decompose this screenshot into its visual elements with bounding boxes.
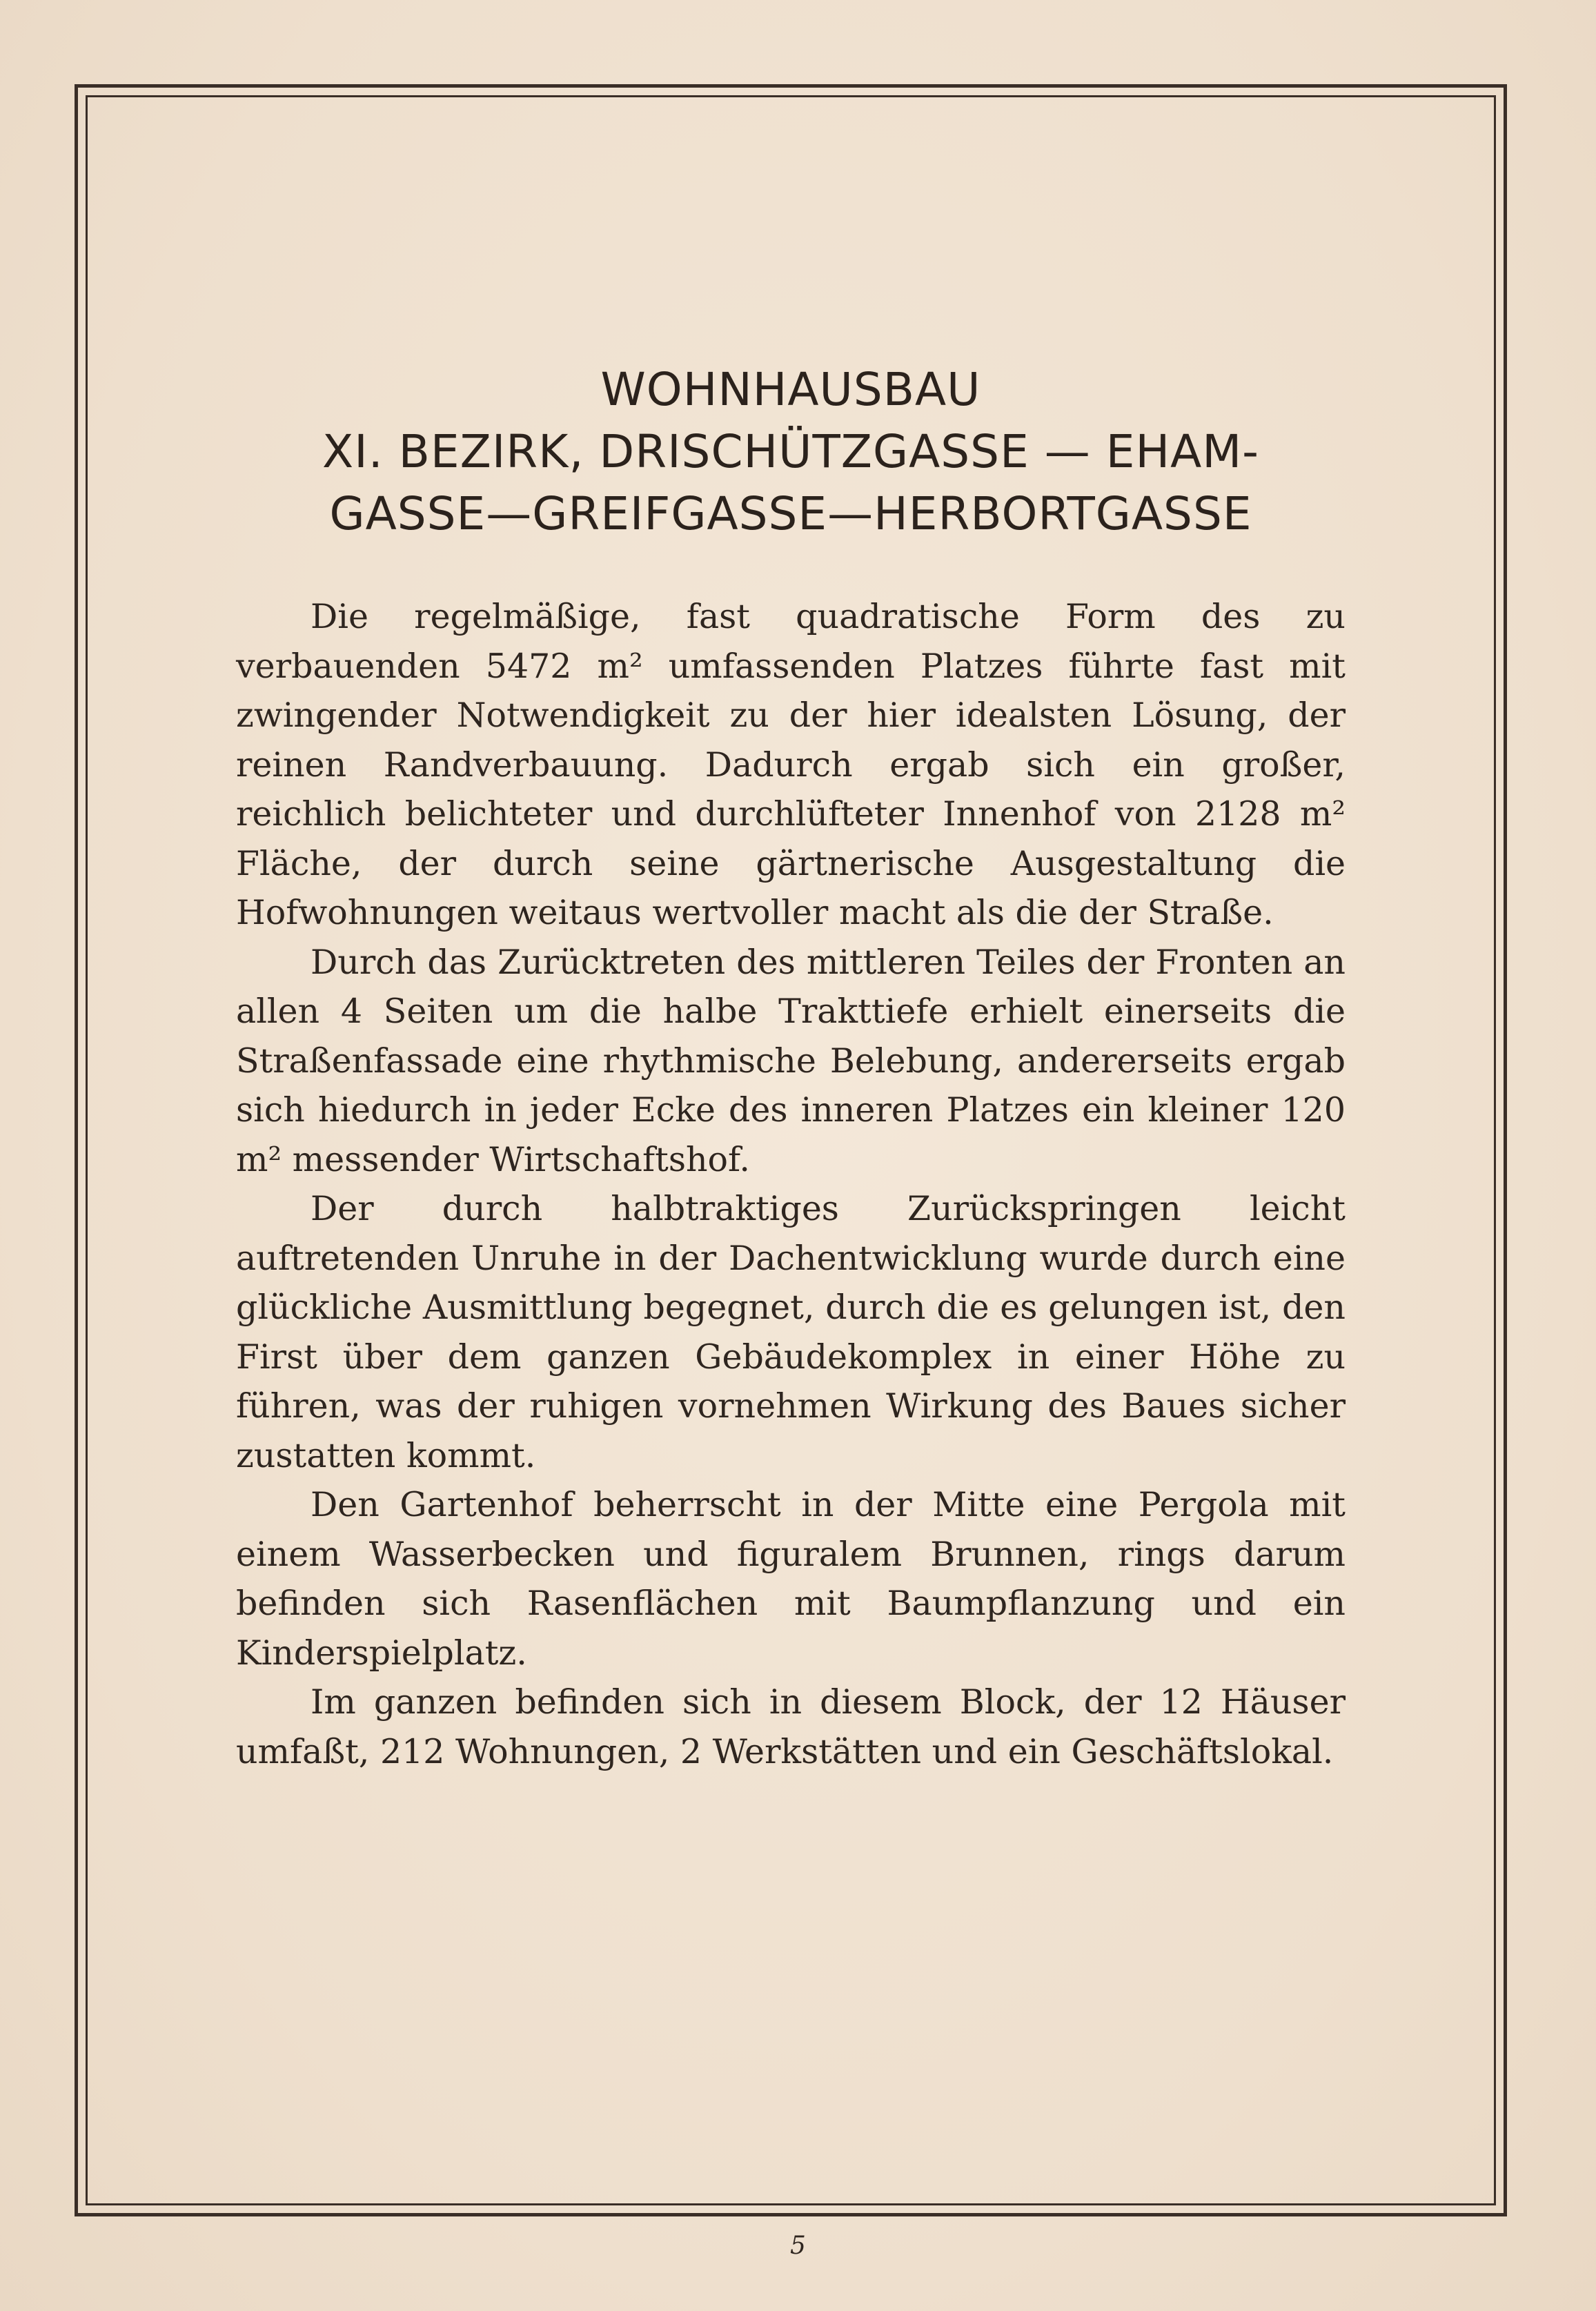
title-line-2: XI. BEZIRK, DRISCHÜTZGASSE — EHAM-: [322, 425, 1259, 478]
title-line-3: GASSE—GREIFGASSE—HERBORTGASSE: [329, 487, 1252, 540]
body-text: [236, 592, 1346, 1776]
paragraph-1: Die regelmäßige, fast quadratische Form des zu verbauenden 5472 m² umfassenden Platzes führte fast mit zwingender Notwendigkeit zu der hier idealsten Lösung, der reinen Randverbauung. Dadurch ergab sich ein großer, reichlich belichteter und durchlüfteter Innenhof von 2128 m² Fläche, der durch seine gärtnerische Ausgestaltung die Hofwohnungen weitaus wertvoller macht als die der Straße.: [236, 597, 1346, 932]
paragraph-5: Im ganzen befinden sich in diesem Block, der 12 Häuser umfaßt, 212 Wohnungen, 2 Werkstätten und ein Geschäftslokal.: [236, 1682, 1346, 1771]
page-title: [236, 359, 1346, 545]
page-content: [236, 359, 1346, 1776]
paragraph-2: Durch das Zurücktreten des mittleren Teiles der Fronten an allen 4 Seiten um die halbe Trakttiefe erhielt einerseits die Straßenfassade eine rhythmische Belebung, andererseits ergab sich hiedurch in jeder Ecke des inneren Platzes ein kleiner 120 m² messender Wirtschaftshof.: [236, 942, 1346, 1179]
paragraph-4: Den Gartenhof beherrscht in der Mitte eine Pergola mit einem Wasserbecken und figuralem Brunnen, rings darum befinden sich Rasenflächen mit Baumpflanzung und ein Kinderspielplatz.: [236, 1485, 1346, 1673]
page-number: 5: [790, 2232, 806, 2260]
paragraph-3: Der durch halbtraktiges Zurückspringen leicht auftretenden Unruhe in der Dachentwicklung wurde durch eine glückliche Ausmittlung begegnet, durch die es gelungen ist, den First über dem ganzen Gebäudekomplex in einer Höhe zu führen, was der ruhigen vornehmen Wirkung des Baues sicher zustatten kommt.: [236, 1189, 1346, 1475]
title-line-1: WOHNHAUSBAU: [600, 363, 981, 416]
